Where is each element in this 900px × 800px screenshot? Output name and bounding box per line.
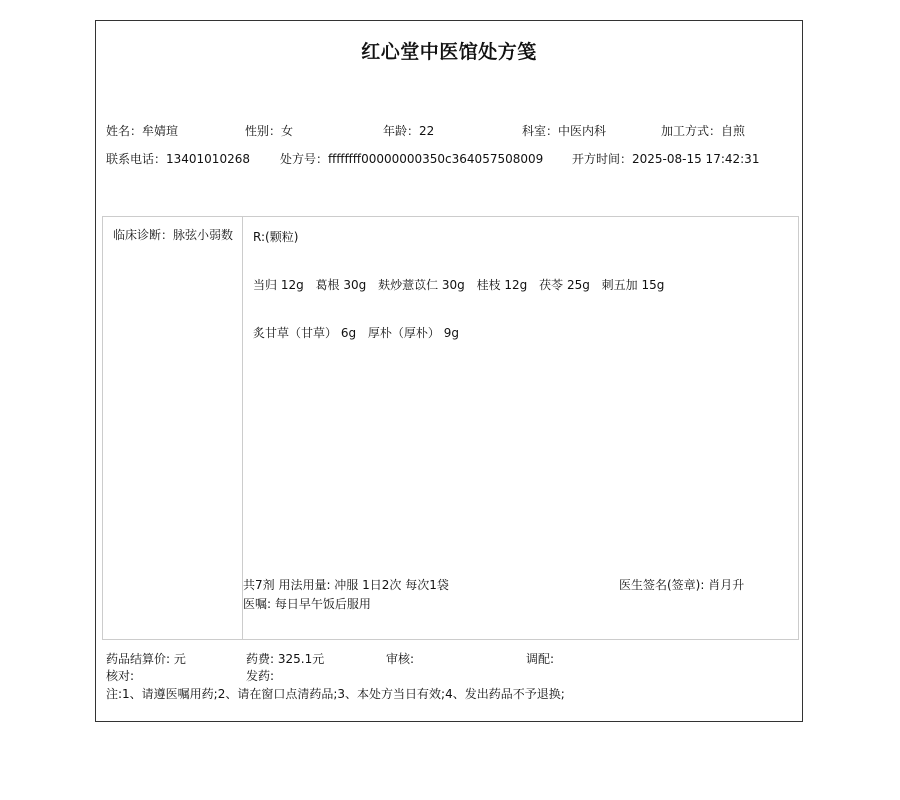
patient-phone: 联系电话：13401010268 [106,152,250,166]
prescription-box [102,216,799,640]
doctor-signature: 医生签名(签章): 肖月升 [619,578,745,592]
prescription-time: 开方时间：2025-08-15 17:42:31 [572,152,760,166]
prescription-number: 处方号：ffffffff00000000350c364057508009 [280,152,544,166]
column-divider [242,217,243,639]
herb-item: 桂枝 12g [476,278,528,292]
issue-drug-label: 发药: [246,669,275,683]
patient-gender: 性别：女 [245,124,294,138]
check-label: 核对: [106,669,135,683]
patient-age: 年龄：22 [383,124,435,138]
herb-item: 炙甘草（甘草） 6g [253,326,357,340]
prescription-sheet [95,20,803,722]
settlement-price: 药品结算价: 元 [106,652,186,666]
herb-item: 茯苓 25g [539,278,590,292]
usage-dosage: 共7剂 用法用量: 冲服 1日2次 每次1袋 [243,578,449,592]
notes: 注:1、请遵医嘱用药;2、请在窗口点清药品;3、本处方当日有效;4、发出药品不予退换; [106,687,565,701]
herb-line-1 [253,277,672,293]
herb-item: 刺五加 15g [601,278,665,292]
herb-line-2 [253,325,467,341]
processing-method: 加工方式：自煎 [661,124,746,138]
rx-header: R:(颗粒) [253,230,299,244]
medical-advice: 医嘱: 每日早午饭后服用 [243,597,371,611]
clinical-diagnosis: 临床诊断：脉弦小弱数 [113,228,234,242]
herb-item: 当归 12g [253,278,304,292]
patient-department: 科室：中医内科 [522,124,607,138]
herb-item: 麸炒薏苡仁 30g [378,278,465,292]
page-title: 红心堂中医馆处方笺 [361,41,537,63]
herb-item: 厚朴（厚朴） 9g [367,326,459,340]
patient-name: 姓名：牟婧瑄 [106,124,179,138]
herb-item: 葛根 30g [315,278,367,292]
dispense-mix-label: 调配: [526,652,555,666]
review-label: 审核: [386,652,415,666]
drug-fee: 药费: 325.1元 [246,652,325,666]
